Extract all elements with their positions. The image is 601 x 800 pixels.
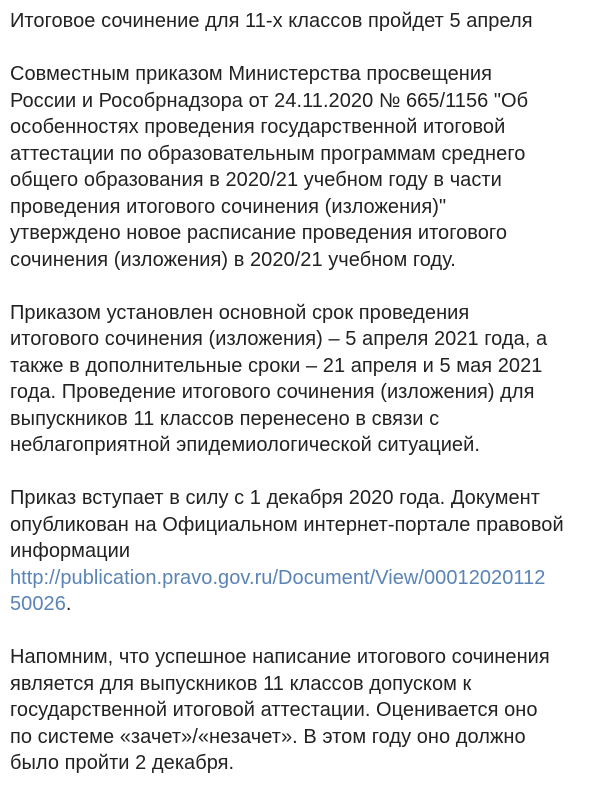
text-line: общего образования в 2020/21 учебном году в части	[10, 169, 502, 191]
text-line: было пройти 2 декабря.	[10, 752, 235, 774]
paragraph-2	[10, 300, 598, 459]
paragraph-4	[10, 644, 598, 777]
text-line: проведения итогового сочинения (изложения)"	[10, 195, 447, 218]
paragraph-gap	[10, 273, 598, 300]
text-line: неблагоприятной эпидемиологической ситуацией.	[10, 434, 480, 456]
post-title: Итоговое сочинение для 11-х классов пройдет 5 апреля	[10, 10, 533, 32]
text-line: Приказ вступает в силу с 1 декабря 2020 года. Документ	[10, 487, 540, 509]
text-line: года. Проведение итогового сочинения (изложения) для	[10, 381, 535, 403]
text-line: государственной итоговой аттестации. Оценивается оно	[10, 699, 538, 721]
paragraph-gap	[10, 35, 598, 62]
text-line: Напомним, что успешное написание итогового сочинения	[10, 646, 550, 668]
document-link[interactable]: http://publication.pravo.gov.ru/Document/View/00012020112	[10, 566, 546, 589]
text-line: аттестации по образовательным программам среднего	[10, 142, 526, 165]
text-line: Совместным приказом Министерства просвещения	[10, 63, 492, 85]
link-line	[10, 591, 598, 618]
text-line: сочинения (изложения) в 2020/21 учебном году.	[10, 248, 456, 271]
paragraph-3	[10, 485, 598, 618]
text-line: по системе «зачет»/«незачет». В этом году оно должно	[10, 725, 526, 748]
link-line	[10, 565, 598, 592]
text-line: выпускников 11 классов перенесено в связи с	[10, 407, 440, 430]
text-line: утверждено новое расписание проведения итогового	[10, 222, 508, 244]
paragraph-gap	[10, 459, 598, 486]
link-suffix: .	[65, 593, 72, 615]
text-line: итогового сочинения (изложения) – 5 апреля 2021 года, а	[10, 328, 548, 350]
text-line: особенностях проведения государственной итоговой	[10, 116, 506, 138]
text-line: также в дополнительные сроки – 21 апреля и 5 мая 2021	[10, 354, 543, 377]
text-line: информации	[10, 540, 131, 562]
post-body	[10, 8, 598, 777]
text-line: опубликован на Официальном интернет-портале правовой	[10, 513, 564, 536]
text-line: Приказом установлен основной срок проведения	[10, 301, 470, 324]
paragraph-gap	[10, 618, 598, 645]
paragraph-1	[10, 61, 598, 273]
text-line: России и Рособрнадзора от 24.11.2020 № 665/1156 "Об	[10, 89, 529, 112]
document-link-continued[interactable]: 50026	[10, 593, 66, 615]
text-line: является для выпускников 11 классов допуском к	[10, 672, 472, 695]
